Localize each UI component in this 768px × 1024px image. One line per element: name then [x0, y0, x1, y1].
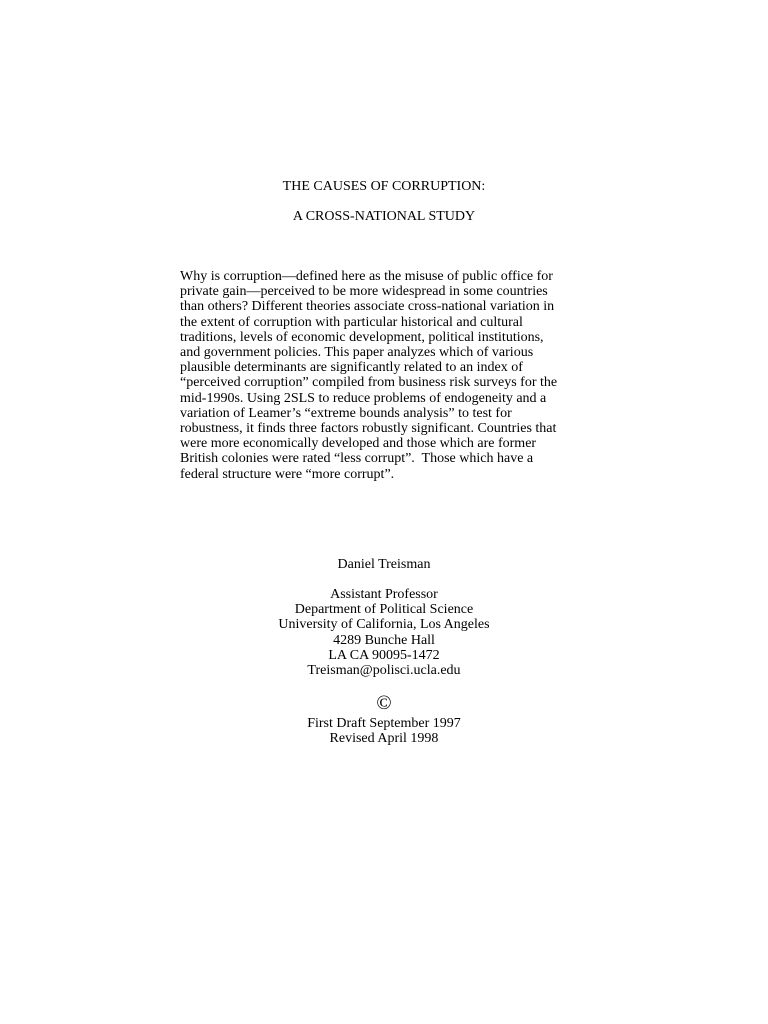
abstract	[180, 269, 600, 482]
abstract-line: than others? Different theories associate cross-national variation in	[180, 299, 555, 315]
dates-block	[0, 716, 768, 746]
abstract-line: federal structure were “more corrupt”.	[180, 466, 395, 482]
author-name: Daniel Treisman	[337, 557, 431, 572]
paper-title: THE CAUSES OF CORRUPTION:	[282, 179, 486, 194]
abstract-line: robustness, it finds three factors robustly significant. Countries that	[180, 421, 557, 437]
author-city-zip: LA CA 90095-1472	[328, 647, 440, 663]
abstract-line: were more economically developed and those which are former	[180, 436, 537, 452]
abstract-line: mid-1990s. Using 2SLS to reduce problems of endogeneity and a	[180, 390, 547, 406]
abstract-line: plausible determinants are significantly related to an index of	[180, 360, 523, 376]
copyright-icon: ©	[376, 692, 392, 714]
abstract-line: traditions, levels of economic development, political institutions,	[180, 329, 544, 345]
abstract-line: “perceived corruption” compiled from business risk surveys for the	[180, 375, 558, 391]
author-email: Treisman@polisci.ucla.edu	[307, 663, 461, 679]
abstract-line: private gain—perceived to be more widespread in some countries	[180, 284, 548, 300]
author-university: University of California, Los Angeles	[278, 617, 490, 633]
affiliation-block	[0, 587, 768, 678]
first-draft-date: First Draft September 1997	[307, 716, 461, 731]
abstract-line: British colonies were rated “less corrupt”. Those which have a	[180, 451, 534, 467]
abstract-line: and government policies. This paper analyzes which of various	[180, 345, 534, 361]
paper-subtitle: A CROSS-NATIONAL STUDY	[292, 209, 476, 224]
abstract-line: the extent of corruption with particular historical and cultural	[180, 314, 523, 330]
abstract-line: variation of Leamer’s “extreme bounds analysis” to test for	[180, 405, 512, 421]
author-address: 4289 Bunche Hall	[333, 632, 435, 648]
revised-date: Revised April 1998	[329, 731, 439, 747]
author-block	[0, 557, 768, 572]
author-department: Department of Political Science	[294, 602, 474, 618]
abstract-line: Why is corruption—defined here as the misuse of public office for	[180, 269, 553, 284]
author-position: Assistant Professor	[330, 587, 438, 602]
